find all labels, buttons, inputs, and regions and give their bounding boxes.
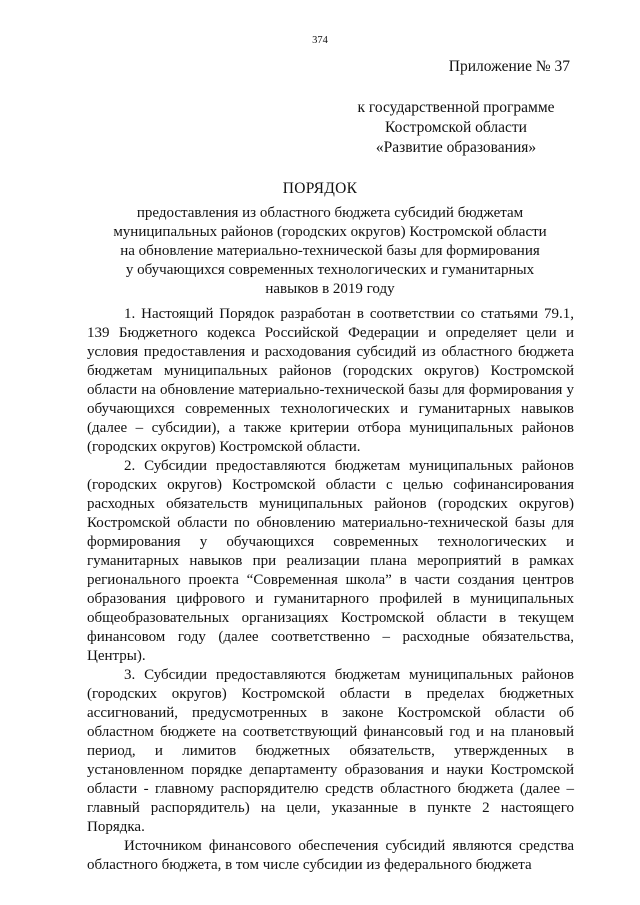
subtitle-line: навыков в 2019 году bbox=[265, 281, 395, 297]
subtitle-line: муниципальных районов (городских округов) Костромской области bbox=[113, 224, 547, 240]
program-line: к государственной программе bbox=[357, 99, 555, 116]
document-subtitle bbox=[110, 204, 550, 299]
subtitle-line: предоставления из областного бюджета субсидий бюджетам bbox=[136, 205, 524, 221]
paragraph-4: Источником финансового обеспечения субсидий являются средства областного бюджета, в том числе субсидии из федерального бюджета bbox=[87, 838, 574, 873]
program-reference bbox=[336, 98, 576, 158]
document-body bbox=[87, 305, 574, 875]
appendix-label: Приложение № 37 bbox=[448, 58, 570, 75]
subtitle-line: на обновление материально-технической базы для формирования bbox=[120, 243, 540, 259]
subtitle-line: у обучающихся современных технологических и гуманитарных bbox=[125, 262, 535, 278]
program-line: Костромской области bbox=[385, 119, 527, 136]
paragraph-2: 2. Субсидии предоставляются бюджетам муниципальных районов (городских округов) Костромской области с целью софинансирования расходных обязательств муниципальных районов (городских округов) Костромской области по обновлению материально-технической базы для формирования у обучающихся современных технологических и гуманитарных навыков при реализации плана мероприятий в рамках регионального проекта “Современная школа” в части создания центров образования цифрового и гуманитарного профилей в муниципальных общеобразовательных организациях Костромской области в текущем финансовом году (далее соответственно – расходные обязательства, Центры). bbox=[87, 458, 574, 664]
paragraph-3: 3. Субсидии предоставляются бюджетам муниципальных районов (городских округов) Костромской области в пределах бюджетных ассигнований, предусмотренных в законе Костромской области об областном бюджете на соответствующий финансовый год и на плановый период, и лимитов бюджетных обязательств, утвержденных в установленном порядке департаменту образования и науки Костромской области - главному распорядителю средств областного бюджета (далее – главный распорядитель) на цели, указанные в пункте 2 настоящего Порядка. bbox=[87, 667, 574, 835]
paragraph-1: 1. Настоящий Порядок разработан в соответствии со статьями 79.1, 139 Бюджетного кодекса Российской Федерации и определяет цели и условия предоставления и расходования субсидий из областного бюджета бюджетам муниципальных районов (городских округов) Костромской области на обновление материально-технической базы для формирования у обучающихся современных технологических и гуманитарных навыков (далее – субсидии), а также критерии отбора муниципальных районов (городских округов) Костромской области. bbox=[87, 306, 574, 455]
program-line: «Развитие образования» bbox=[375, 139, 537, 156]
document-title: ПОРЯДОК bbox=[282, 180, 358, 197]
page-number: 374 bbox=[312, 35, 328, 46]
